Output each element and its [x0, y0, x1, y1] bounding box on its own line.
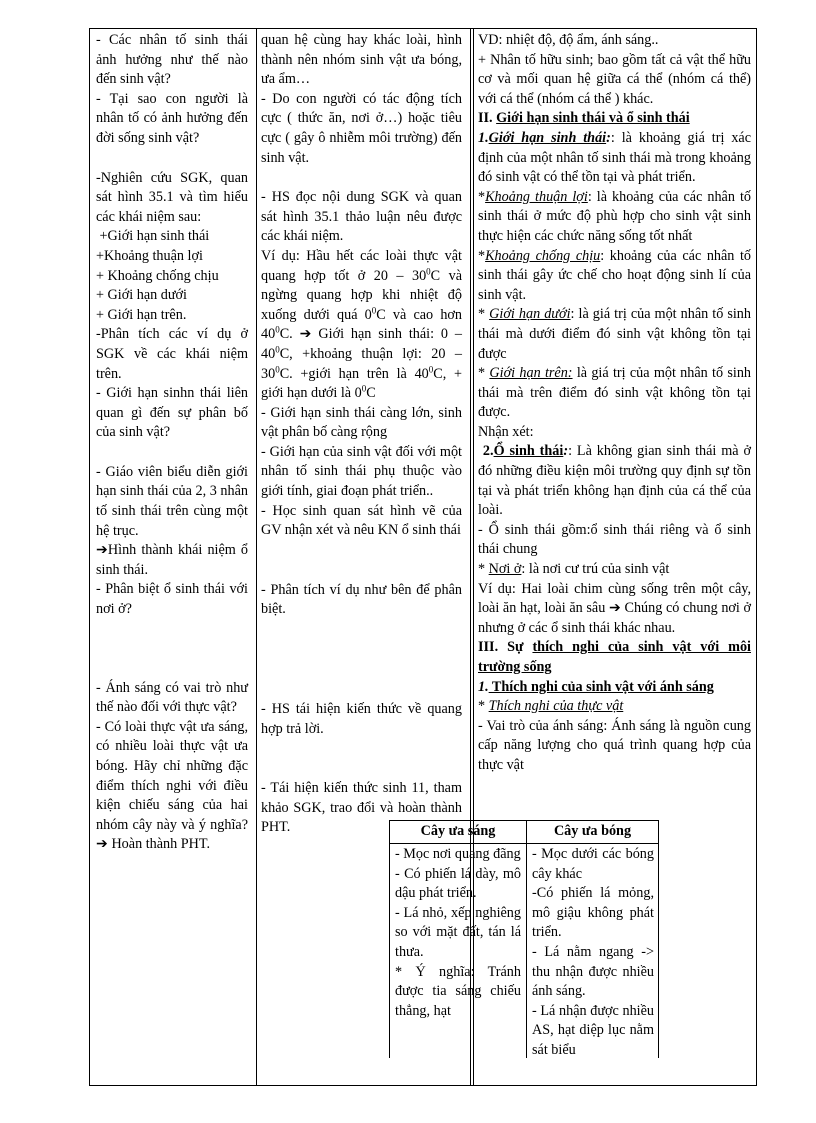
subsection-heading: 1. Thích nghi của sinh vật với ánh sáng: [478, 678, 714, 695]
cell-line: - Có phiến lá dày, mô dậu phát triển.: [395, 865, 521, 902]
paragraph: - Giới hạn sinhn thái liên quan gì đến sự phân bố của sinh vật?: [96, 385, 248, 441]
paragraph: - Ánh sáng có vai trò như thế nào đối với thực vật?: [96, 679, 248, 716]
paragraph: - Phân biệt ổ sinh thái với nơi ở?: [96, 581, 248, 618]
paragraph: +Giới hạn sinh thái: [96, 228, 210, 245]
arrow-right-icon: ➔: [96, 542, 108, 559]
cell-line: - Lá nhỏ, xếp nghiêng so với mặt đất, tán lá thưa.: [395, 904, 521, 960]
paragraph: VD: nhiệt độ, độ ẩm, ánh sáng..: [478, 32, 659, 48]
cell-line: - Mọc nơi quang đãng: [395, 846, 521, 862]
paragraph: - Giới hạn của sinh vật đối với một nhân tố sinh thái phụ thuộc vào giới tính, giai đoạn phát triển..: [261, 443, 462, 500]
paragraph: - Có loài thực vật ưa sáng, có nhiều loài thực vật ưa bóng. Hãy chỉ những đặc điểm thích nghi với điều kiện chiếu sáng của hai nhóm cây này và ý nghĩa? ➔ Hoàn thành PHT.: [96, 718, 248, 853]
arrow-right-icon: ➔: [96, 836, 108, 853]
table-header: Cây ưa bóng: [553, 823, 632, 839]
paragraph: * Giới hạn dưới: là giá trị của một nhân tố sinh thái mà dưới điểm đó sinh vật không tồn tại được: [478, 306, 751, 362]
paragraph: + Nhân tố hữu sinh; bao gồm tất cả vật thể hữu cơ và mối quan hệ giữa cá thể (nhóm cá thể) với cá thể (nhóm cá thể ) khác.: [478, 51, 751, 107]
table-header: Cây ưa sáng: [420, 823, 496, 839]
paragraph: - Các nhân tố sinh thái ảnh hưởng như thế nào đến sinh vật?: [96, 32, 248, 88]
lesson-content-column: [478, 31, 751, 776]
paragraph: - Tái hiện kiến thức sinh 11, tham khảo SGK, trao đổi và hoàn thành PHT.: [261, 780, 462, 836]
table-cell: [395, 845, 521, 1021]
arrow-right-icon: ➔: [299, 326, 312, 343]
cell-line: -Có phiến lá mỏng, mô giậu không phát triển.: [532, 885, 654, 941]
paragraph: + Giới hạn dưới: [96, 287, 187, 304]
paragraph: -Nghiên cứu SGK, quan sát hình 35.1 và tìm hiểu các khái niệm sau:: [96, 169, 248, 225]
paragraph: Nhận xét:: [478, 423, 534, 440]
section-heading: II. Giới hạn sinh thái và ổ sinh thái: [478, 110, 690, 127]
paragraph: - HS đọc nội dung SGK và quan sát hình 35.1 thảo luận nêu được các khái niệm.: [261, 189, 462, 245]
paragraph: - Do con người có tác động tích cực ( thức ăn, nơi ở…) hoặc tiêu cực ( gây ô nhiễm môi trường) đến sinh vật.: [261, 90, 462, 166]
paragraph: - Học sinh quan sát hình vẽ của GV nhận xét và nêu KN ổ sinh thái: [261, 502, 462, 539]
cell-line: - Lá nhận được nhiều AS, hạt diệp lục nằm sát biểu: [532, 1002, 654, 1058]
paragraph: +Khoảng thuận lợi: [96, 247, 203, 264]
paragraph: Ví dụ: Hai loài chim cùng sống trên một cây, loài ăn hạt, loài ăn sâu ➔ Chúng có chung nơi ở nhưng ở các ổ sinh thái khác nhau.: [478, 580, 751, 636]
cell-line: - Mọc dưới các bóng cây khác: [532, 846, 654, 882]
table-header-row: [390, 821, 658, 844]
paragraph: * Thích nghi của thực vật: [478, 698, 624, 715]
paragraph: + Giới hạn trên.: [96, 306, 187, 323]
arrow-right-icon: ➔: [608, 600, 621, 617]
paragraph: 2.Ổ sinh thái:: Là không gian sinh thái mà ở đó những điều kiện môi trường quy định sự tồn tại và phát triển không hạn định của cá thể của loài.: [478, 443, 752, 519]
paragraph: - Phân tích ví dụ như bên để phân biệt.: [261, 581, 462, 618]
light-adaptation-table: [389, 820, 659, 1058]
paragraph: *Khoảng thuận lợi: là khoảng của các nhân tố sinh thái ở mức độ phù hợp cho sinh vật sinh thực hiện các chức năng sống tốt nhất: [478, 188, 751, 244]
paragraph: Ví dụ: Hầu hết các loài thực vật quang hợp tốt ở $20 - 30^0C$ và ngừng quang hợp khi nhiệt độ xuống dưới quá $0^0C$ và cao hơn $40^0C$. ➔ Giới hạn sinh thái: $0 - 40^0C$, +khoảng thuận lợi: $20 - 30^0C$. +giới hạn trên là $40^0C$, + giới hạn dưới là $0^0C$: [261, 247, 463, 402]
paragraph: *Khoảng chống chịu: khoảng của các nhân tố sinh thái gây ức chế cho hoạt động sinh lí của sinh vật.: [478, 247, 752, 303]
cell-line: - Lá nằm ngang -> thu nhận được nhiều ánh sáng.: [532, 943, 654, 1000]
paragraph: quan hệ cùng hay khác loài, hình thành nên nhóm sinh vật ưa bóng, ưa ẩm…: [261, 32, 462, 88]
column-divider: [256, 29, 257, 1085]
paragraph: - HS tái hiện kiến thức về quang hợp trả lời.: [261, 701, 462, 737]
paragraph: * Giới hạn trên: là giá trị của một nhân tố sinh thái mà trên điểm đó sinh vật không tồn tại được.: [478, 365, 752, 421]
paragraph: -Phân tích các ví dụ ở SGK về các khái niệm trên.: [96, 326, 248, 382]
paragraph: ➔Hình thành khái niệm ổ sinh thái.: [96, 542, 248, 578]
paragraph: - Ổ sinh thái gồm:ổ sinh thái riêng và ổ sinh thái chung: [478, 521, 751, 558]
section-heading: III. Sự thích nghi của sinh vật với môi trường sống: [478, 639, 751, 675]
paragraph: - Giáo viên biểu diễn giới hạn sinh thái của 2, 3 nhân tố sinh thái trên cùng một hệ trục.: [96, 463, 248, 539]
paragraph: - Giới hạn sinh thái càng lớn, sinh vật phân bố càng rộng: [261, 404, 462, 441]
cell-line: * Ý nghĩa: Tránh được tia sáng chiếu thẳng, hạt: [395, 963, 521, 1019]
teacher-activity-column: [96, 31, 248, 855]
paragraph: + Khoảng chống chịu: [96, 267, 219, 284]
column-divider: [526, 821, 527, 1058]
paragraph: 1.Giới hạn sinh thái:: là khoảng giá trị xác định của một nhân tố sinh thái mà trong khoảng đó sinh vật có thể tồn tại và phát triển.: [478, 129, 752, 186]
table-cell: [532, 845, 654, 1061]
paragraph: - Tại sao con người là nhân tố có ảnh hưởng đến đời sống sinh vật?: [96, 90, 248, 146]
paragraph: - Vai trò của ánh sáng: Ánh sáng là nguồn cung cấp năng lượng cho quá trình quang hợp của thực vật: [478, 717, 751, 773]
paragraph: * Nơi ở: là nơi cư trú của sinh vật: [478, 561, 670, 578]
student-activity-column: [261, 31, 462, 838]
